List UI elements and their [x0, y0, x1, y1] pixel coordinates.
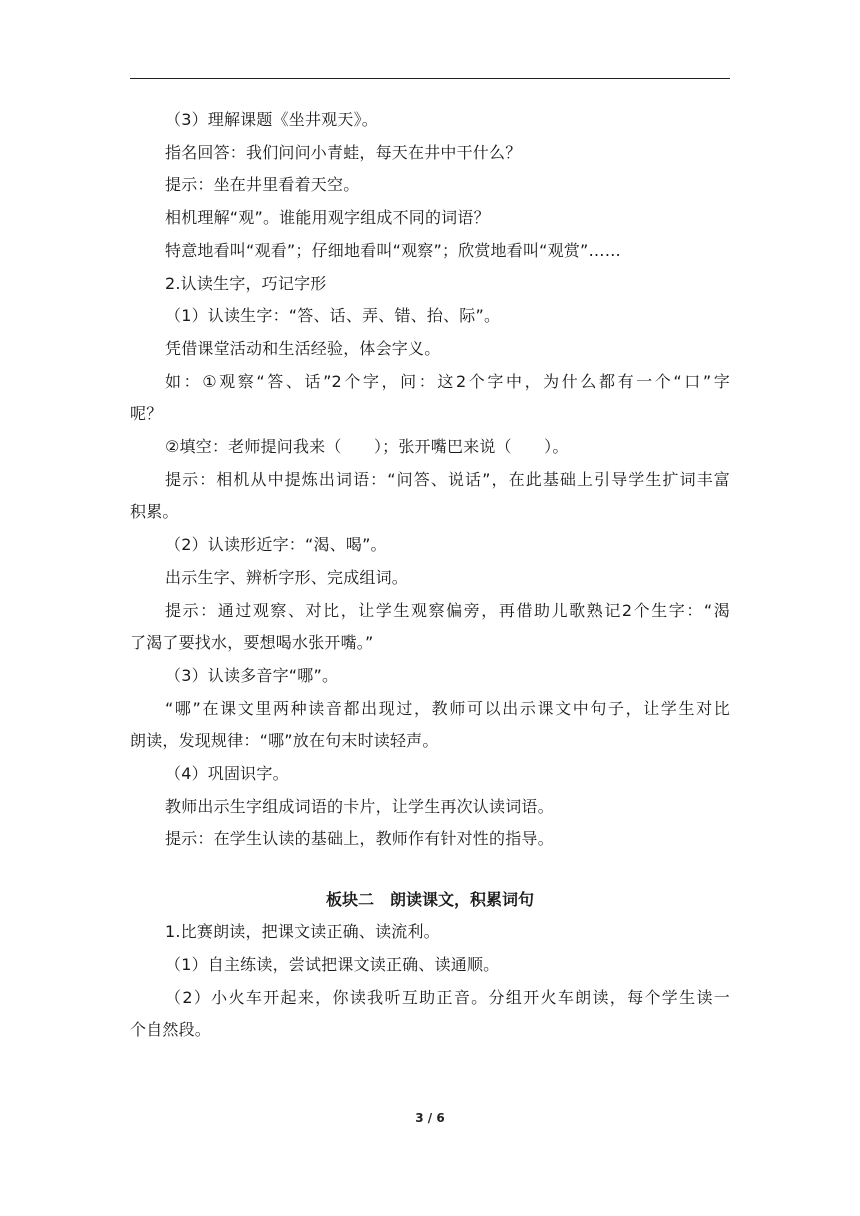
text-line: 提示：通过观察、对比，让学生观察偏旁，再借助儿歌熟记2个生字：“渴	[165, 600, 730, 620]
text-line: 指名回答：我们问问小青蛙，每天在井中干什么？	[165, 142, 522, 162]
text-line: （2）小火车开起来，你读我听互助正音。分组开火车朗读，每个学生读一	[165, 987, 730, 1007]
document-body	[130, 104, 730, 1047]
text-line: 相机理解“观”。谁能用观字组成不同的词语？	[165, 208, 490, 228]
text-line: 教师出示生字组成词语的卡片，让学生再次认读词语。	[165, 796, 554, 816]
text-line: 2.认读生字，巧记字形	[165, 273, 327, 293]
page-number: 3 / 6	[415, 1111, 445, 1125]
text-line: 提示：坐在井里看着天空。	[165, 175, 360, 195]
text-line: 朗读，发现规律：“哪”放在句末时读轻声。	[130, 731, 439, 751]
text-line: 提示：在学生认读的基础上，教师作有针对性的指导。	[165, 829, 554, 849]
text-line: （3）认读多音字“哪”。	[165, 665, 339, 685]
section-spacer	[130, 856, 730, 884]
text-line: 积累。	[130, 502, 179, 522]
text-line: 特意地看叫“观看”；仔细地看叫“观察”；欣赏地看叫“观赏”……	[165, 240, 621, 260]
text-line: （3）理解课题《坐井观天》。	[165, 110, 378, 129]
text-line: 个自然段。	[130, 1020, 212, 1040]
text-line: （2）认读形近字：“渴、喝”。	[165, 535, 387, 555]
text-line: “哪”在课文里两种读音都出现过，教师可以出示课文中句子，让学生对比	[165, 698, 730, 718]
text-line: （4）巩固识字。	[165, 764, 289, 784]
text-line: 呢？	[130, 404, 163, 424]
header-rule	[130, 78, 730, 79]
text-line: 出示生字、辨析字形、完成组词。	[165, 567, 409, 587]
text-line: 如：①观察“答、话”2个字，问：这2个字中，为什么都有一个“口”字	[165, 371, 730, 391]
text-line: 了渴了要找水，要想喝水张开嘴。”	[130, 633, 374, 653]
text-line: 提示：相机从中提炼出词语：“问答、说话”，在此基础上引导学生扩词丰富	[165, 469, 730, 489]
text-line: ②填空：老师提问我来（ ）；张开嘴巴来说（ ）。	[165, 437, 569, 457]
text-line: 凭借课堂活动和生活经验，体会字义。	[165, 338, 441, 358]
section-1-content	[130, 104, 730, 856]
section-heading: 板块二 朗读课文，积累词句	[325, 890, 534, 910]
text-line: （1）认读生字：“答、话、弄、错、抬、际”。	[165, 306, 501, 326]
section-2-content	[130, 916, 730, 1047]
text-line: 1.比赛朗读，把课文读正确、读流利。	[165, 922, 440, 942]
text-line: （1）自主练读，尝试把课文读正确、读通顺。	[165, 954, 500, 974]
